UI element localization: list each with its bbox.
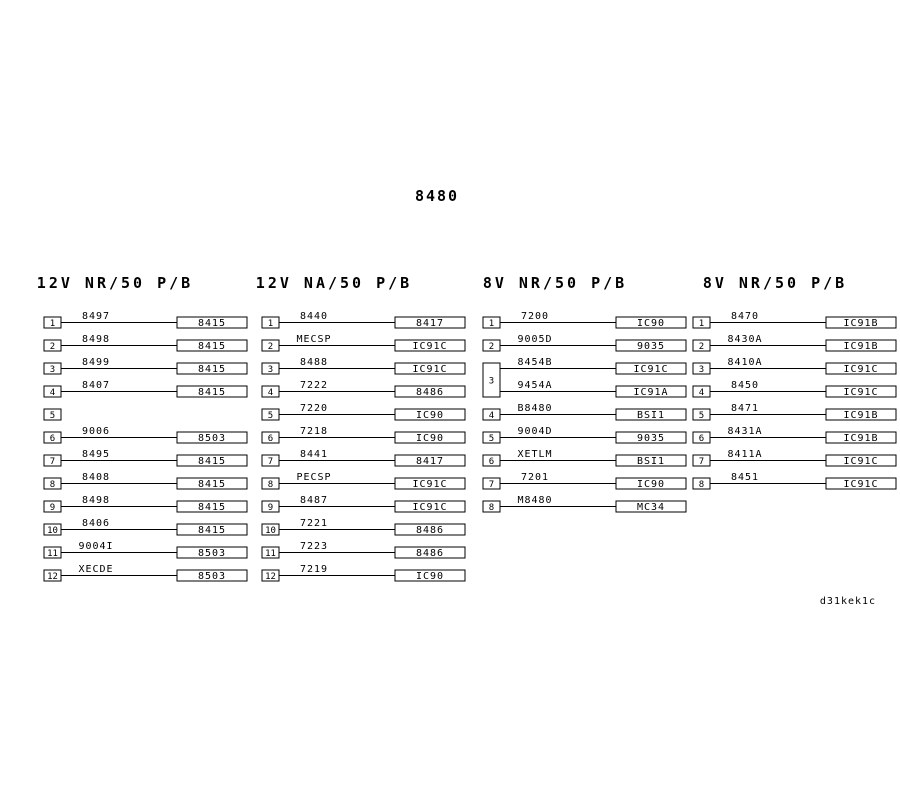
wire-label: PECSP [296,472,332,483]
destination-label: MC34 [636,502,666,513]
wire-label: B8480 [517,403,553,414]
pin-number: 8 [49,480,56,490]
destination-label: 9035 [636,341,666,352]
pin-number: 4 [49,388,56,398]
destination-label: BSI1 [636,456,666,467]
destination-label: 8503 [197,548,227,559]
reference-code: d31kek1c [819,596,877,607]
pin-number: 5 [267,411,274,421]
pin-number: 6 [698,434,705,444]
wire-label: 8495 [81,449,111,460]
diagram-title: 8480 [414,187,460,205]
pin-number: 8 [267,480,274,490]
wire-label: 8411A [727,449,763,460]
destination-label: IC90 [415,433,445,444]
destination-label: 8417 [415,318,445,329]
wire-label: 9004D [517,426,553,437]
connector-header: 12V NR/50 P/B [36,274,194,292]
destination-label: IC90 [636,479,666,490]
wire-label: 8450 [730,380,760,391]
destination-label: 8415 [197,525,227,536]
pin-number: 1 [49,319,56,329]
wire-label: 7221 [299,518,329,529]
pin-number: 1 [698,319,705,329]
wire-label: 7201 [520,472,550,483]
destination-label: BSI1 [636,410,666,421]
destination-label: 8503 [197,433,227,444]
pin-number: 9 [267,503,274,513]
wire-label: 7218 [299,426,329,437]
wire-label: 8430A [727,334,763,345]
pin-number: 4 [698,388,705,398]
wire-label: 9005D [517,334,553,345]
wire-label: 8498 [81,334,111,345]
pin-number: 3 [698,365,705,375]
destination-label: IC91C [843,479,879,490]
wire-label: 8488 [299,357,329,368]
pin-number: 4 [488,411,495,421]
wire-label: 8487 [299,495,329,506]
pin-number: 8 [488,503,495,513]
pin-number: 9 [49,503,56,513]
destination-label: 8415 [197,364,227,375]
wire-label: 8440 [299,311,329,322]
pin-number: 5 [698,411,705,421]
destination-label: 8415 [197,456,227,467]
wire-label: 8407 [81,380,111,391]
pin-number: 5 [49,411,56,421]
wire-label: 8470 [730,311,760,322]
destination-label: 8415 [197,318,227,329]
wire-label: 8408 [81,472,111,483]
wire-label: 8497 [81,311,111,322]
wire-label: 8454B [517,357,553,368]
destination-label: IC90 [415,571,445,582]
pin-number: 2 [488,342,495,352]
destination-label: 8417 [415,456,445,467]
pin-number: 3 [488,376,495,387]
wire-label: 7219 [299,564,329,575]
destination-label: 8415 [197,479,227,490]
destination-label: IC91C [412,364,448,375]
pin-number: 7 [267,457,274,467]
connector-header: 8V NR/50 P/B [482,274,628,292]
pin-number: 6 [267,434,274,444]
destination-label: IC91C [843,456,879,467]
connector-block [693,274,896,490]
destination-label: IC90 [636,318,666,329]
wire-label: 7223 [299,541,329,552]
destination-label: 8486 [415,525,445,536]
destination-label: IC91C [843,387,879,398]
destination-label: 8486 [415,548,445,559]
pin-number: 2 [49,342,56,352]
wire-label: 8471 [730,403,760,414]
connector-header: 12V NA/50 P/B [255,274,413,292]
destination-label: 9035 [636,433,666,444]
pin-number: 8 [698,480,705,490]
wire-label: XECDE [78,564,114,575]
wire-label: XETLM [517,449,553,460]
pin-number: 2 [267,342,274,352]
wire-label: 9006 [81,426,111,437]
pin-number: 3 [267,365,274,375]
connector-block [483,274,686,513]
wire-label: 7220 [299,403,329,414]
pin-number: 10 [47,526,58,536]
destination-label: 8503 [197,571,227,582]
destination-label: IC91C [412,341,448,352]
wire-label: 8406 [81,518,111,529]
pin-number: 3 [49,365,56,375]
wire-label: 8441 [299,449,329,460]
wire-label: 8451 [730,472,760,483]
destination-label: 8415 [197,502,227,513]
pin-number: 6 [488,457,495,467]
wire-label: MECSP [296,334,332,345]
pin-number: 7 [698,457,705,467]
pin-number: 1 [488,319,495,329]
pin-number: 5 [488,434,495,444]
pin-number: 2 [698,342,705,352]
pin-number: 1 [267,319,274,329]
destination-label: IC91C [412,479,448,490]
destination-label: IC91A [633,387,669,398]
pin-number: 10 [265,526,276,536]
wire-label: 9454A [517,380,553,391]
connector-block [37,274,247,582]
pin-number: 12 [265,572,276,582]
destination-label: 8415 [197,387,227,398]
destination-label: IC90 [415,410,445,421]
wire-label: 7200 [520,311,550,322]
connector-blocks [37,274,896,582]
pin-number: 7 [488,480,495,490]
wire-label: 8410A [727,357,763,368]
pin-number: 7 [49,457,56,467]
destination-label: IC91C [633,364,669,375]
pin-number: 12 [47,572,58,582]
destination-label: IC91C [843,364,879,375]
destination-label: IC91B [843,318,879,329]
destination-label: 8486 [415,387,445,398]
connector-header: 8V NR/50 P/B [702,274,848,292]
wire-label: 8498 [81,495,111,506]
wire-label: M8480 [517,495,553,506]
wire-label: 7222 [299,380,329,391]
pin-number: 4 [267,388,274,398]
wire-label: 9004I [78,541,114,552]
wire-label: 8431A [727,426,763,437]
pin-number: 11 [265,549,276,559]
pin-number: 6 [49,434,56,444]
destination-label: IC91B [843,341,879,352]
pin-number: 11 [47,549,58,559]
destination-label: IC91B [843,410,879,421]
destination-label: 8415 [197,341,227,352]
wire-label: 8499 [81,357,111,368]
connector-block [256,274,465,582]
destination-label: IC91C [412,502,448,513]
destination-label: IC91B [843,433,879,444]
